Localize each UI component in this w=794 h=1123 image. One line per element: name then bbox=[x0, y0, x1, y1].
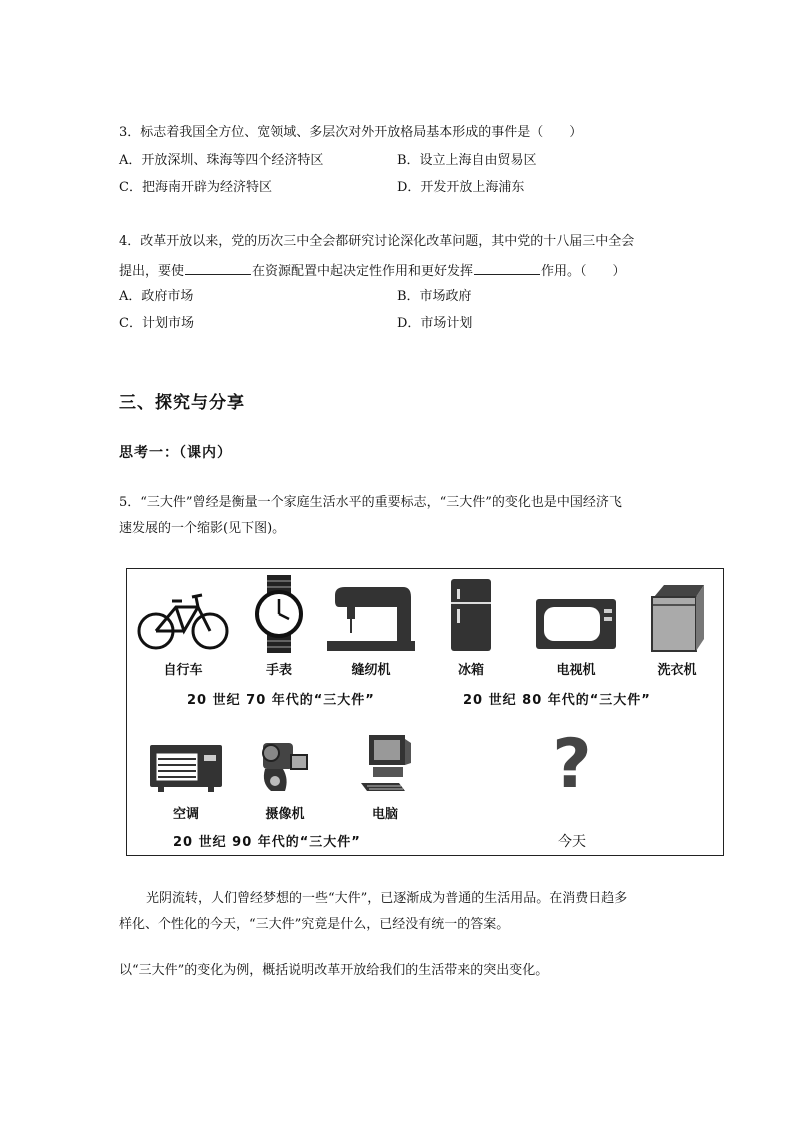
air-conditioner-item bbox=[145, 743, 227, 822]
video-camera-item bbox=[245, 733, 325, 822]
television-icon bbox=[534, 595, 618, 653]
q3-option-c: C．把海南开辟为经济特区 bbox=[119, 180, 272, 195]
para-line2: 样化、个性化的今天，“三大件”究竟是什么，已经没有统一的答案。 bbox=[119, 917, 510, 932]
era-80s-caption: 20 世纪 80 年代的“三大件” bbox=[463, 693, 651, 708]
q4-blank-2 bbox=[474, 260, 540, 275]
question-mark: ? bbox=[552, 725, 592, 804]
watch-item bbox=[239, 575, 319, 678]
para-line1: 光阴流转，人们曾经梦想的一些“大件”，已逐渐成为普通的生活用品。在消费日趋多 bbox=[146, 891, 628, 906]
q4-option-d: D．市场计划 bbox=[397, 316, 473, 331]
washing-machine-label: 洗衣机 bbox=[657, 663, 697, 678]
sub-title: 思考一：（课内） bbox=[119, 445, 232, 461]
washing-machine-item bbox=[633, 583, 721, 678]
q4-option-a: A．政府市场 bbox=[119, 289, 194, 304]
bicycle-icon bbox=[136, 583, 230, 653]
q3-option-a: A．开放深圳、珠海等四个经济特区 bbox=[119, 153, 324, 168]
era-70s-caption: 20 世纪 70 年代的“三大件” bbox=[187, 693, 375, 708]
q3-option-b: B．设立上海自由贸易区 bbox=[397, 153, 537, 168]
watch-label: 手表 bbox=[265, 663, 292, 678]
television-label: 电视机 bbox=[556, 663, 596, 678]
q4-text-a: 提出，要使 bbox=[119, 264, 185, 279]
watch-icon bbox=[253, 575, 305, 653]
television-item bbox=[521, 595, 631, 678]
refrigerator-item bbox=[427, 577, 515, 678]
video-camera-icon bbox=[255, 733, 315, 795]
section-title: 三、探究与分享 bbox=[119, 393, 245, 413]
q4-stem: 4．改革开放以来，党的历次三中全会都研究讨论深化改革问题，其中党的十八届三中全会 bbox=[119, 234, 635, 249]
refrigerator-icon bbox=[449, 577, 493, 653]
q4-text-b: 在资源配置中起决定性作用和更好发挥 bbox=[252, 264, 474, 279]
q4-option-c: C．计划市场 bbox=[119, 316, 194, 331]
sewing-machine-label: 缝纫机 bbox=[351, 663, 391, 678]
q4-option-b: B．市场政府 bbox=[397, 289, 472, 304]
q3-option-d: D．开发开放上海浦东 bbox=[397, 180, 525, 195]
sewing-machine-icon bbox=[325, 585, 417, 653]
video-camera-label: 摄像机 bbox=[265, 807, 305, 822]
q4-text-c: 作用。（ ） bbox=[541, 264, 626, 279]
refrigerator-label: 冰箱 bbox=[457, 663, 484, 678]
sewing-machine-item bbox=[323, 585, 419, 678]
bicycle-item bbox=[133, 583, 233, 678]
q3-stem: 3．标志着我国全方位、宽领域、多层次对外开放格局基本形成的事件是（ ） bbox=[119, 125, 583, 140]
three-big-items-figure bbox=[126, 568, 724, 856]
q4-blank-1 bbox=[185, 260, 251, 275]
air-conditioner-label: 空调 bbox=[172, 807, 199, 822]
bicycle-label: 自行车 bbox=[163, 663, 203, 678]
era-90s-caption: 20 世纪 90 年代的“三大件” bbox=[173, 835, 361, 850]
q5-line2: 速发展的一个缩影(见下图)。 bbox=[119, 521, 286, 536]
air-conditioner-icon bbox=[148, 743, 224, 793]
today-caption: 今天 bbox=[558, 834, 586, 850]
computer-label: 电脑 bbox=[371, 807, 398, 822]
computer-item bbox=[335, 733, 435, 822]
q4-stem-line2 bbox=[119, 260, 626, 281]
computer-icon bbox=[357, 733, 413, 795]
q5-line1: 5．“三大件”曾经是衡量一个家庭生活水平的重要标志，“三大件”的变化也是中国经济飞 bbox=[119, 495, 622, 510]
washing-machine-icon bbox=[648, 583, 706, 653]
para-task: 以“三大件”的变化为例，概括说明改革开放给我们的生活带来的突出变化。 bbox=[119, 963, 549, 978]
